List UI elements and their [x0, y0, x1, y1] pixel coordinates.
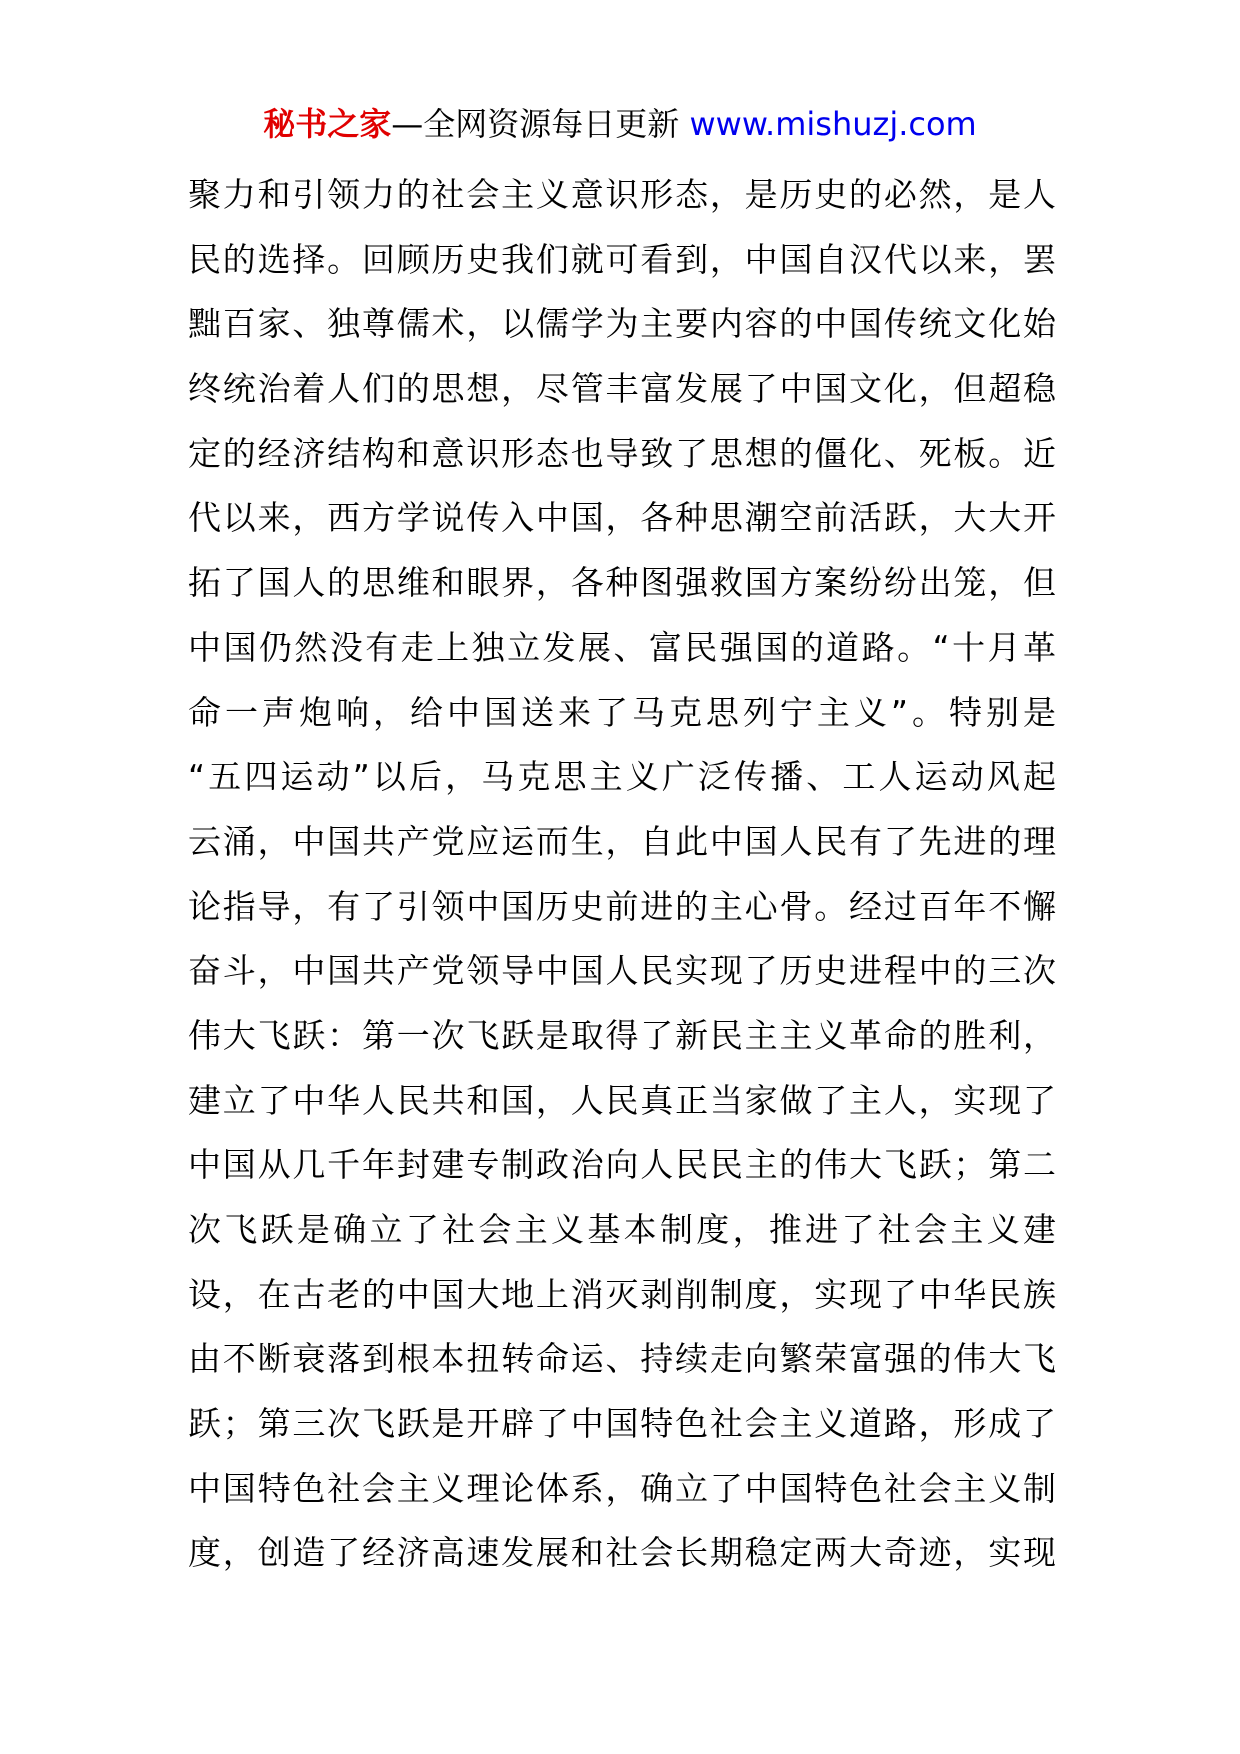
- text-line: 云涌，中国共产党应运而生，自此中国人民有了先进的理: [188, 821, 1056, 861]
- text-line: 设，在古老的中国大地上消灭剥削制度，实现了中华民族: [188, 1274, 1056, 1314]
- text-line: 民的选择。回顾历史我们就可看到，中国自汉代以来，罢: [188, 239, 1056, 279]
- text-line: 度，创造了经济高速发展和社会长期稳定两大奇迹，实现: [188, 1533, 1056, 1573]
- text-line: 命一声炮响，给中国送来了马克思列宁主义”。特别是: [188, 692, 1056, 732]
- text-line: 跃；第三次飞跃是开辟了中国特色社会主义道路，形成了: [188, 1404, 1056, 1444]
- text-line: 建立了中华人民共和国，人民真正当家做了主人，实现了: [188, 1080, 1056, 1120]
- header-url-link[interactable]: www.mishuzj.com: [689, 105, 977, 143]
- text-line: 定的经济结构和意识形态也导致了思想的僵化、死板。近: [188, 433, 1056, 473]
- text-line: 中国特色社会主义理论体系，确立了中国特色社会主义制: [188, 1468, 1056, 1508]
- text-line: 中国仍然没有走上独立发展、富民强国的道路。“十月革: [188, 627, 1056, 667]
- text-line: 由不断衰落到根本扭转命运、持续走向繁荣富强的伟大飞: [188, 1339, 1056, 1379]
- text-line: 聚力和引领力的社会主义意识形态，是历史的必然，是人: [188, 175, 1056, 214]
- text-line: “五四运动”以后，马克思主义广泛传播、工人运动风起: [188, 757, 1056, 797]
- text-line: 代以来，西方学说传入中国，各种思潮空前活跃，大大开: [188, 498, 1056, 538]
- header-brand: 秘书之家: [263, 105, 392, 143]
- page-header: [0, 100, 1240, 148]
- text-line: 伟大飞跃：第一次飞跃是取得了新民主主义革命的胜利，: [188, 1015, 1056, 1055]
- text-line: 拓了国人的思维和眼界，各种图强救国方案纷纷出笼，但: [188, 563, 1056, 603]
- text-line: 奋斗，中国共产党领导中国人民实现了历史进程中的三次: [188, 951, 1056, 991]
- text-line: 黜百家、独尊儒术，以儒学为主要内容的中国传统文化始: [188, 304, 1056, 344]
- header-tagline: —全网资源每日更新: [391, 105, 690, 143]
- body-paragraph: [188, 163, 1056, 1586]
- text-line: 次飞跃是确立了社会主义基本制度，推进了社会主义建: [188, 1210, 1056, 1249]
- text-line: 中国从几千年封建专制政治向人民民主的伟大飞跃；第二: [188, 1145, 1056, 1185]
- text-line: 论指导，有了引领中国历史前进的主心骨。经过百年不懈: [188, 886, 1056, 926]
- text-line: 终统治着人们的思想，尽管丰富发展了中国文化，但超稳: [188, 369, 1056, 409]
